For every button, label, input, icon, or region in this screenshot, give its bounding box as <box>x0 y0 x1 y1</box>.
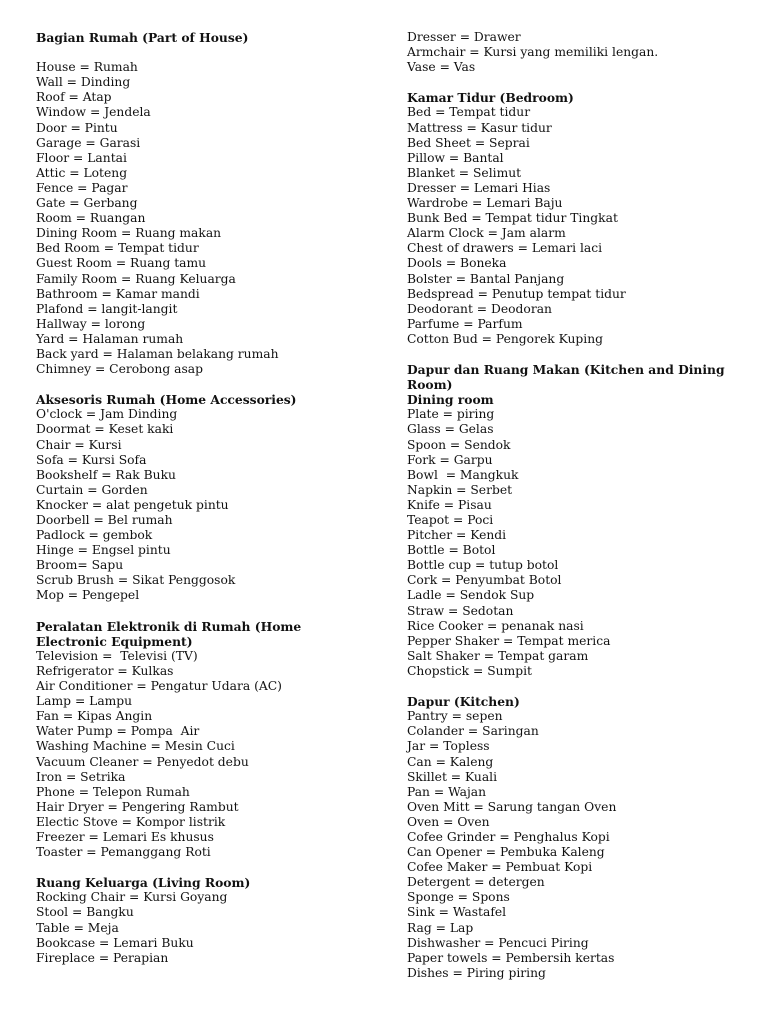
vocabulary-entry: Cofee Grinder = Penghalus Kopi <box>407 829 610 844</box>
section-gap <box>407 75 747 90</box>
vocabulary-list <box>407 30 747 75</box>
vocabulary-entry: Freezer = Lemari Es khusus <box>36 829 214 844</box>
vocabulary-entry: Hallway = lorong <box>36 316 146 331</box>
vocabulary-entry: Knocker = alat pengetuk pintu <box>36 497 229 512</box>
vocabulary-list <box>407 709 747 981</box>
vocabulary-entry: Bed Sheet = Seprai <box>407 135 530 150</box>
vocabulary-entry: Napkin = Serbet <box>407 482 513 497</box>
vocabulary-entry: Bottle cup = tutup botol <box>407 558 559 573</box>
vocabulary-entry: Gate = Gerbang <box>36 196 138 211</box>
vocabulary-entry: Glass = Gelas <box>407 422 494 437</box>
section-heading: Peralatan Elektronik di Rumah (Home Electronic Equipment) <box>36 618 302 649</box>
vocabulary-list <box>36 60 376 377</box>
vocabulary-entry: Deodorant = Deodoran <box>407 301 552 316</box>
section-ruang-keluarga-living-room <box>36 875 376 966</box>
section-heading: Ruang Keluarga (Living Room) <box>36 875 251 891</box>
vocabulary-entry: Attic = Loteng <box>36 165 128 180</box>
vocabulary-list <box>36 890 376 965</box>
vocabulary-entry: Rice Cooker = penanak nasi <box>407 618 584 633</box>
vocabulary-entry: Doorbell = Bel rumah <box>36 513 173 527</box>
section-heading: Bagian Rumah (Part of House) <box>36 30 249 45</box>
vocabulary-entry: Paper towels = Pembersih kertas <box>407 950 615 965</box>
vocabulary-entry: Fork = Garpu <box>407 452 493 467</box>
vocabulary-entry: Vase = Vas <box>407 60 476 75</box>
vocabulary-entry: Oven Mitt = Sarung tangan Oven <box>407 799 617 814</box>
section-peralatan-elektronik-di-rumah-home-electronic-equipment <box>36 619 376 861</box>
vocabulary-entry: Fence = Pagar <box>36 180 128 195</box>
vocabulary-entry: Can = Kaleng <box>407 754 494 769</box>
section-bagian-rumah-part-of-house <box>36 30 376 377</box>
vocabulary-entry: Wall = Dinding <box>36 75 131 90</box>
vocabulary-entry: Phone = Telepon Rumah <box>36 784 190 799</box>
section-dapur-dan-ruang-makan-kitchen-and-dining-room <box>407 362 747 679</box>
vocabulary-entry: Bed Room = Tempat tidur <box>36 241 199 256</box>
vocabulary-entry: Window = Jendela <box>36 105 151 120</box>
section-heading: Aksesoris Rumah (Home Accessories) <box>36 392 297 408</box>
vocabulary-entry: Padlock = gembok <box>36 528 153 543</box>
section-dapur-kitchen <box>407 694 747 981</box>
vocabulary-entry: Can Opener = Pembuka Kaleng <box>407 845 605 860</box>
vocabulary-entry: Doormat = Keset kaki <box>36 422 174 437</box>
vocabulary-entry: Yard = Halaman rumah <box>36 331 184 346</box>
right-column <box>407 30 747 981</box>
section-gap <box>36 860 376 875</box>
vocabulary-entry: Salt Shaker = Tempat garam <box>407 648 589 663</box>
vocabulary-entry: Table = Meja <box>36 920 119 935</box>
vocabulary-entry: Teapot = Poci <box>407 513 494 527</box>
vocabulary-entry: Bowl = Mangkuk <box>407 467 519 482</box>
vocabulary-entry: House = Rumah <box>36 60 138 75</box>
section-gap <box>407 347 747 362</box>
vocabulary-entry: Refrigerator = Kulkas <box>36 663 174 678</box>
vocabulary-entry: Fan = Kipas Angin <box>36 709 153 724</box>
vocabulary-entry: Cofee Maker = Pembuat Kopi <box>407 860 593 875</box>
heading-gap <box>36 45 376 60</box>
vocabulary-entry: Vacuum Cleaner = Penyedot debu <box>36 754 249 769</box>
vocabulary-entry: Washing Machine = Mesin Cuci <box>36 739 235 754</box>
vocabulary-entry: Bathroom = Kamar mandi <box>36 286 200 301</box>
vocabulary-entry: Dishes = Piring piring <box>407 965 546 980</box>
vocabulary-list <box>407 105 747 347</box>
vocabulary-entry: Back yard = Halaman belakang rumah <box>36 346 279 361</box>
vocabulary-entry: Bolster = Bantal Panjang <box>407 271 565 286</box>
vocabulary-entry: Chair = Kursi <box>36 437 122 452</box>
vocabulary-entry: Electic Stove = Kompor listrik <box>36 814 226 829</box>
vocabulary-entry: Sink = Wastafel <box>407 905 507 920</box>
vocabulary-entry: Guest Room = Ruang tamu <box>36 256 207 271</box>
vocabulary-entry: Floor = Lantai <box>36 150 127 165</box>
vocabulary-entry: Dishwasher = Pencuci Piring <box>407 935 589 950</box>
vocabulary-entry: Scrub Brush = Sikat Penggosok <box>36 573 236 588</box>
section-heading: Dapur dan Ruang Makan (Kitchen and Dining Room) <box>407 362 725 393</box>
vocabulary-entry: Chopstick = Sumpit <box>407 663 532 678</box>
vocabulary-entry: Pitcher = Kendi <box>407 528 507 543</box>
vocabulary-entry: Iron = Setrika <box>36 769 126 784</box>
vocabulary-list <box>36 407 376 603</box>
vocabulary-entry: Dresser = Drawer <box>407 30 521 44</box>
vocabulary-entry: Room = Ruangan <box>36 211 146 226</box>
vocabulary-entry: Mattress = Kasur tidur <box>407 120 552 135</box>
vocabulary-entry: Jar = Topless <box>407 739 490 754</box>
vocabulary-entry: Dools = Boneka <box>407 256 507 271</box>
vocabulary-entry: Spoon = Sendok <box>407 437 511 452</box>
vocabulary-entry: Bookcase = Lemari Buku <box>36 935 194 950</box>
vocabulary-entry: Hinge = Engsel pintu <box>36 543 171 558</box>
vocabulary-entry: Door = Pintu <box>36 120 118 135</box>
vocabulary-entry: Sponge = Spons <box>407 890 510 905</box>
left-column <box>36 30 376 966</box>
section-gap <box>36 377 376 392</box>
vocabulary-list <box>407 407 747 679</box>
vocabulary-entry: Rag = Lap <box>407 920 474 935</box>
vocabulary-list <box>36 649 376 860</box>
vocabulary-entry: Plafond = langit-langit <box>36 301 178 316</box>
vocabulary-entry: Pantry = sepen <box>407 709 503 724</box>
vocabulary-entry: Pepper Shaker = Tempat merica <box>407 633 611 648</box>
vocabulary-entry: Pillow = Bantal <box>407 150 504 165</box>
vocabulary-entry: Family Room = Ruang Keluarga <box>36 271 236 286</box>
vocabulary-entry: Hair Dryer = Pengering Rambut <box>36 799 239 814</box>
vocabulary-entry: Roof = Atap <box>36 90 112 105</box>
vocabulary-entry: Fireplace = Perapian <box>36 950 169 965</box>
vocabulary-entry: Television = Televisi (TV) <box>36 648 198 663</box>
vocabulary-entry: Toaster = Pemanggang Roti <box>36 845 211 860</box>
vocabulary-entry: Bottle = Botol <box>407 543 496 558</box>
section-subheading: Dining room <box>407 392 494 408</box>
vocabulary-entry: Chest of drawers = Lemari laci <box>407 241 603 256</box>
vocabulary-entry: Oven = Oven <box>407 814 490 829</box>
vocabulary-entry: Bed = Tempat tidur <box>407 105 531 120</box>
section-aksesoris-rumah-home-accessories <box>36 392 376 603</box>
vocabulary-entry: Bookshelf = Rak Buku <box>36 467 176 482</box>
vocabulary-entry: Curtain = Gorden <box>36 482 148 497</box>
vocabulary-entry: Straw = Sedotan <box>407 603 514 618</box>
vocabulary-entry: Armchair = Kursi yang memiliki lengan. <box>407 45 659 60</box>
vocabulary-entry: Skillet = Kuali <box>407 769 498 784</box>
vocabulary-entry: Water Pump = Pompa Air <box>36 724 200 739</box>
vocabulary-entry: Blanket = Selimut <box>407 165 522 180</box>
vocabulary-entry: Detergent = detergen <box>407 875 545 890</box>
section-heading: Dapur (Kitchen) <box>407 694 520 710</box>
vocabulary-entry: Broom= Sapu <box>36 558 124 573</box>
vocabulary-entry: Alarm Clock = Jam alarm <box>407 226 566 241</box>
vocabulary-entry: Cotton Bud = Pengorek Kuping <box>407 331 604 346</box>
section-gap <box>36 604 376 619</box>
section-continued <box>407 30 747 75</box>
vocabulary-entry: Dining Room = Ruang makan <box>36 226 222 241</box>
vocabulary-entry: Colander = Saringan <box>407 724 539 739</box>
vocabulary-entry: Dresser = Lemari Hias <box>407 180 551 195</box>
vocabulary-entry: Lamp = Lampu <box>36 694 133 709</box>
vocabulary-entry: Mop = Pengepel <box>36 588 140 603</box>
vocabulary-entry: Rocking Chair = Kursi Goyang <box>36 890 228 905</box>
vocabulary-entry: Air Conditioner = Pengatur Udara (AC) <box>36 679 282 694</box>
vocabulary-entry: Cork = Penyumbat Botol <box>407 573 562 588</box>
vocabulary-entry: Bedspread = Penutup tempat tidur <box>407 286 626 301</box>
section-kamar-tidur-bedroom <box>407 90 747 347</box>
vocabulary-entry: Wardrobe = Lemari Baju <box>407 196 563 211</box>
vocabulary-entry: Pan = Wajan <box>407 784 487 799</box>
vocabulary-entry: Parfume = Parfum <box>407 316 523 331</box>
vocabulary-entry: Stool = Bangku <box>36 905 134 920</box>
vocabulary-entry: Garage = Garasi <box>36 135 141 150</box>
section-gap <box>407 679 747 694</box>
vocabulary-entry: O'clock = Jam Dinding <box>36 407 178 422</box>
vocabulary-entry: Bunk Bed = Tempat tidur Tingkat <box>407 211 618 226</box>
vocabulary-entry: Sofa = Kursi Sofa <box>36 452 147 467</box>
vocabulary-entry: Plate = piring <box>407 407 495 422</box>
vocabulary-entry: Chimney = Cerobong asap <box>36 362 203 377</box>
vocabulary-entry: Ladle = Sendok Sup <box>407 588 535 603</box>
section-heading: Kamar Tidur (Bedroom) <box>407 90 574 106</box>
vocabulary-entry: Knife = Pisau <box>407 497 492 512</box>
